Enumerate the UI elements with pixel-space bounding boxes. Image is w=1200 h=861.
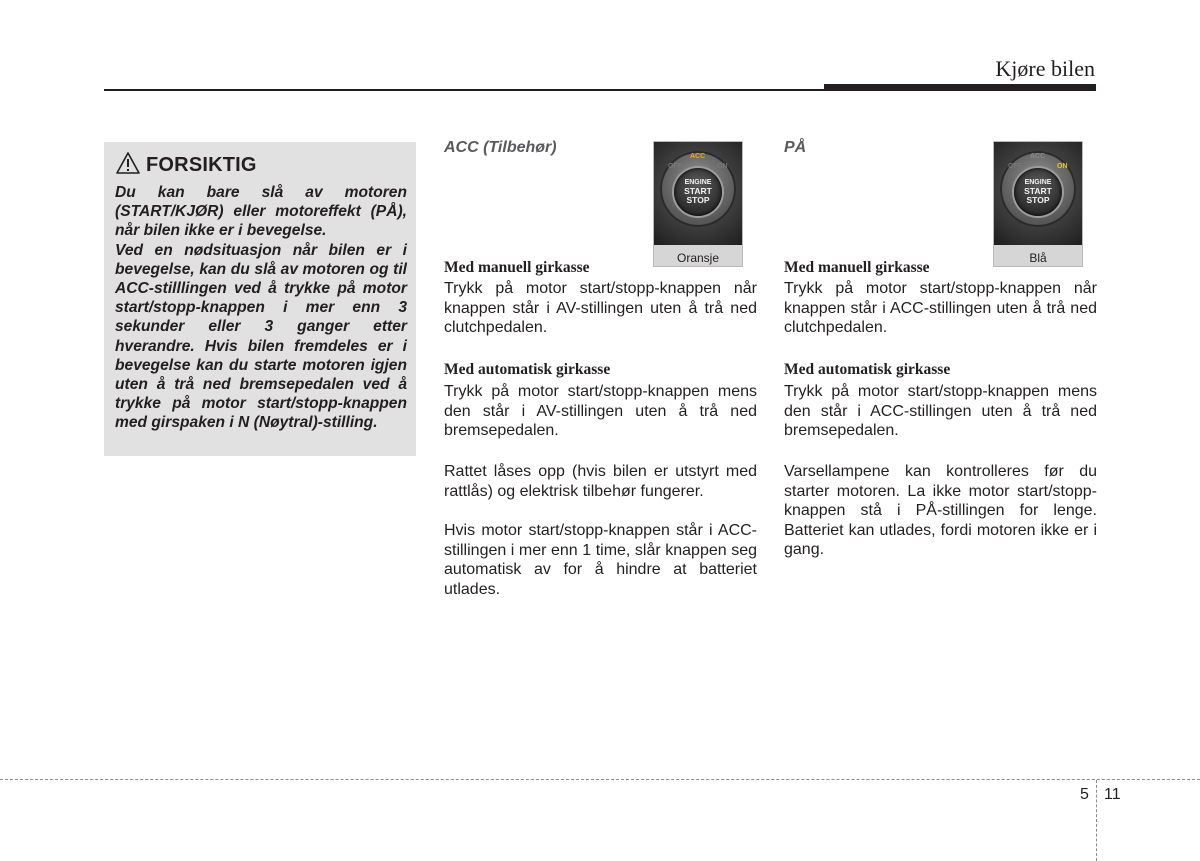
acc-manual-text: Trykk på motor start/stopp-knappen når knappen står i AV-stillingen uten å trå ned clutchpedalen.	[444, 280, 757, 336]
button-text-stop: STOP	[1026, 195, 1050, 205]
on-label: ON	[717, 163, 728, 170]
on-manual-text: Trykk på motor start/stopp-knappen når knappen står i ACC-stillingen uten å trå ned clutchpedalen.	[784, 280, 1097, 336]
figure-caption: Blå	[1029, 251, 1047, 265]
on-paragraph-1: Varsellampene kan kontrolleres før du starter motoren. La ikke motor start/stopp-knappen stå i PÅ-stillingen for lenge. Batteriet kan utlades, fordi motoren ikke er i gang.	[784, 463, 1097, 558]
acc-auto-heading: Med automatisk girkasse	[444, 361, 611, 378]
button-text-start: START	[684, 186, 712, 196]
acc-label: ACC	[1030, 153, 1046, 160]
acc-button-figure	[653, 141, 743, 267]
caution-title: FORSIKTIG	[146, 154, 257, 176]
button-text-engine: ENGINE	[1024, 179, 1052, 186]
on-button-figure	[993, 141, 1083, 267]
off-label: OFF	[1008, 163, 1022, 170]
footer-divider	[1096, 780, 1097, 861]
button-text-stop: STOP	[686, 195, 710, 205]
acc-heading: ACC (Tilbehør)	[444, 139, 557, 156]
start-stop-button-illustration	[654, 142, 742, 245]
on-manual-heading: Med manuell girkasse	[784, 259, 930, 276]
page-header-title: Kjøre bilen	[995, 56, 1095, 81]
on-label: ON	[1057, 163, 1068, 170]
caution-header	[116, 152, 407, 179]
caution-paragraph: Du kan bare slå av motoren (START/KJØR) eller motoreffekt (PÅ), når bilen ikke er i bevegelse.	[115, 184, 407, 240]
button-text-start: START	[1024, 186, 1052, 196]
on-auto-heading: Med automatisk girkasse	[784, 361, 951, 378]
acc-label: ACC	[690, 153, 706, 160]
acc-manual-heading: Med manuell girkasse	[444, 259, 590, 276]
acc-auto-text: Trykk på motor start/stopp-knappen mens den står i AV-stillingen uten å trå ned bremsepedalen.	[444, 383, 757, 439]
engine-start-stop-button	[1014, 168, 1062, 216]
start-stop-button-illustration	[994, 142, 1082, 245]
on-auto-text: Trykk på motor start/stopp-knappen mens den står i ACC-stillingen uten å trå ned bremsepedalen.	[784, 383, 1097, 439]
on-heading: PÅ	[784, 139, 807, 156]
caution-text	[115, 183, 407, 433]
figure-caption: Oransje	[676, 251, 720, 265]
warning-triangle-icon	[116, 152, 140, 179]
acc-paragraph-2: Hvis motor start/stopp-knappen står i ACC-stillingen i mer enn 1 time, slår knappen seg automatisk av for å hindre at batteriet utlades.	[444, 522, 757, 598]
header-rule	[104, 89, 824, 91]
button-text-engine: ENGINE	[684, 179, 712, 186]
acc-paragraph-1: Rattet låses opp (hvis bilen er utstyrt med rattlås) og elektrisk tilbehør fungerer.	[444, 463, 757, 500]
button-ring	[660, 151, 736, 227]
caution-box	[104, 142, 416, 456]
caution-paragraph: Ved en nødsituasjon når bilen er i bevegelse, kan du slå av motoren og til ACC-stilllingen ved å trykke på motor start/stopp-knappen i mer enn 3 sekunder eller 3 ganger etter hverandre. Hvis bilen fremdeles er i bevegelse kan du starte motoren igjen uten å trå ned bremsepedalen ved å trykke på motor start/stopp-knappen med girspaken i N (Nøytral)-stilling.	[115, 241, 407, 432]
footer-rule	[0, 779, 1200, 780]
chapter-number: 5	[1080, 786, 1089, 803]
button-ring	[1000, 151, 1076, 227]
off-label: OFF	[668, 163, 682, 170]
engine-start-stop-button	[674, 168, 722, 216]
header-rule-accent	[824, 84, 1096, 91]
page-number: 11	[1104, 786, 1121, 803]
